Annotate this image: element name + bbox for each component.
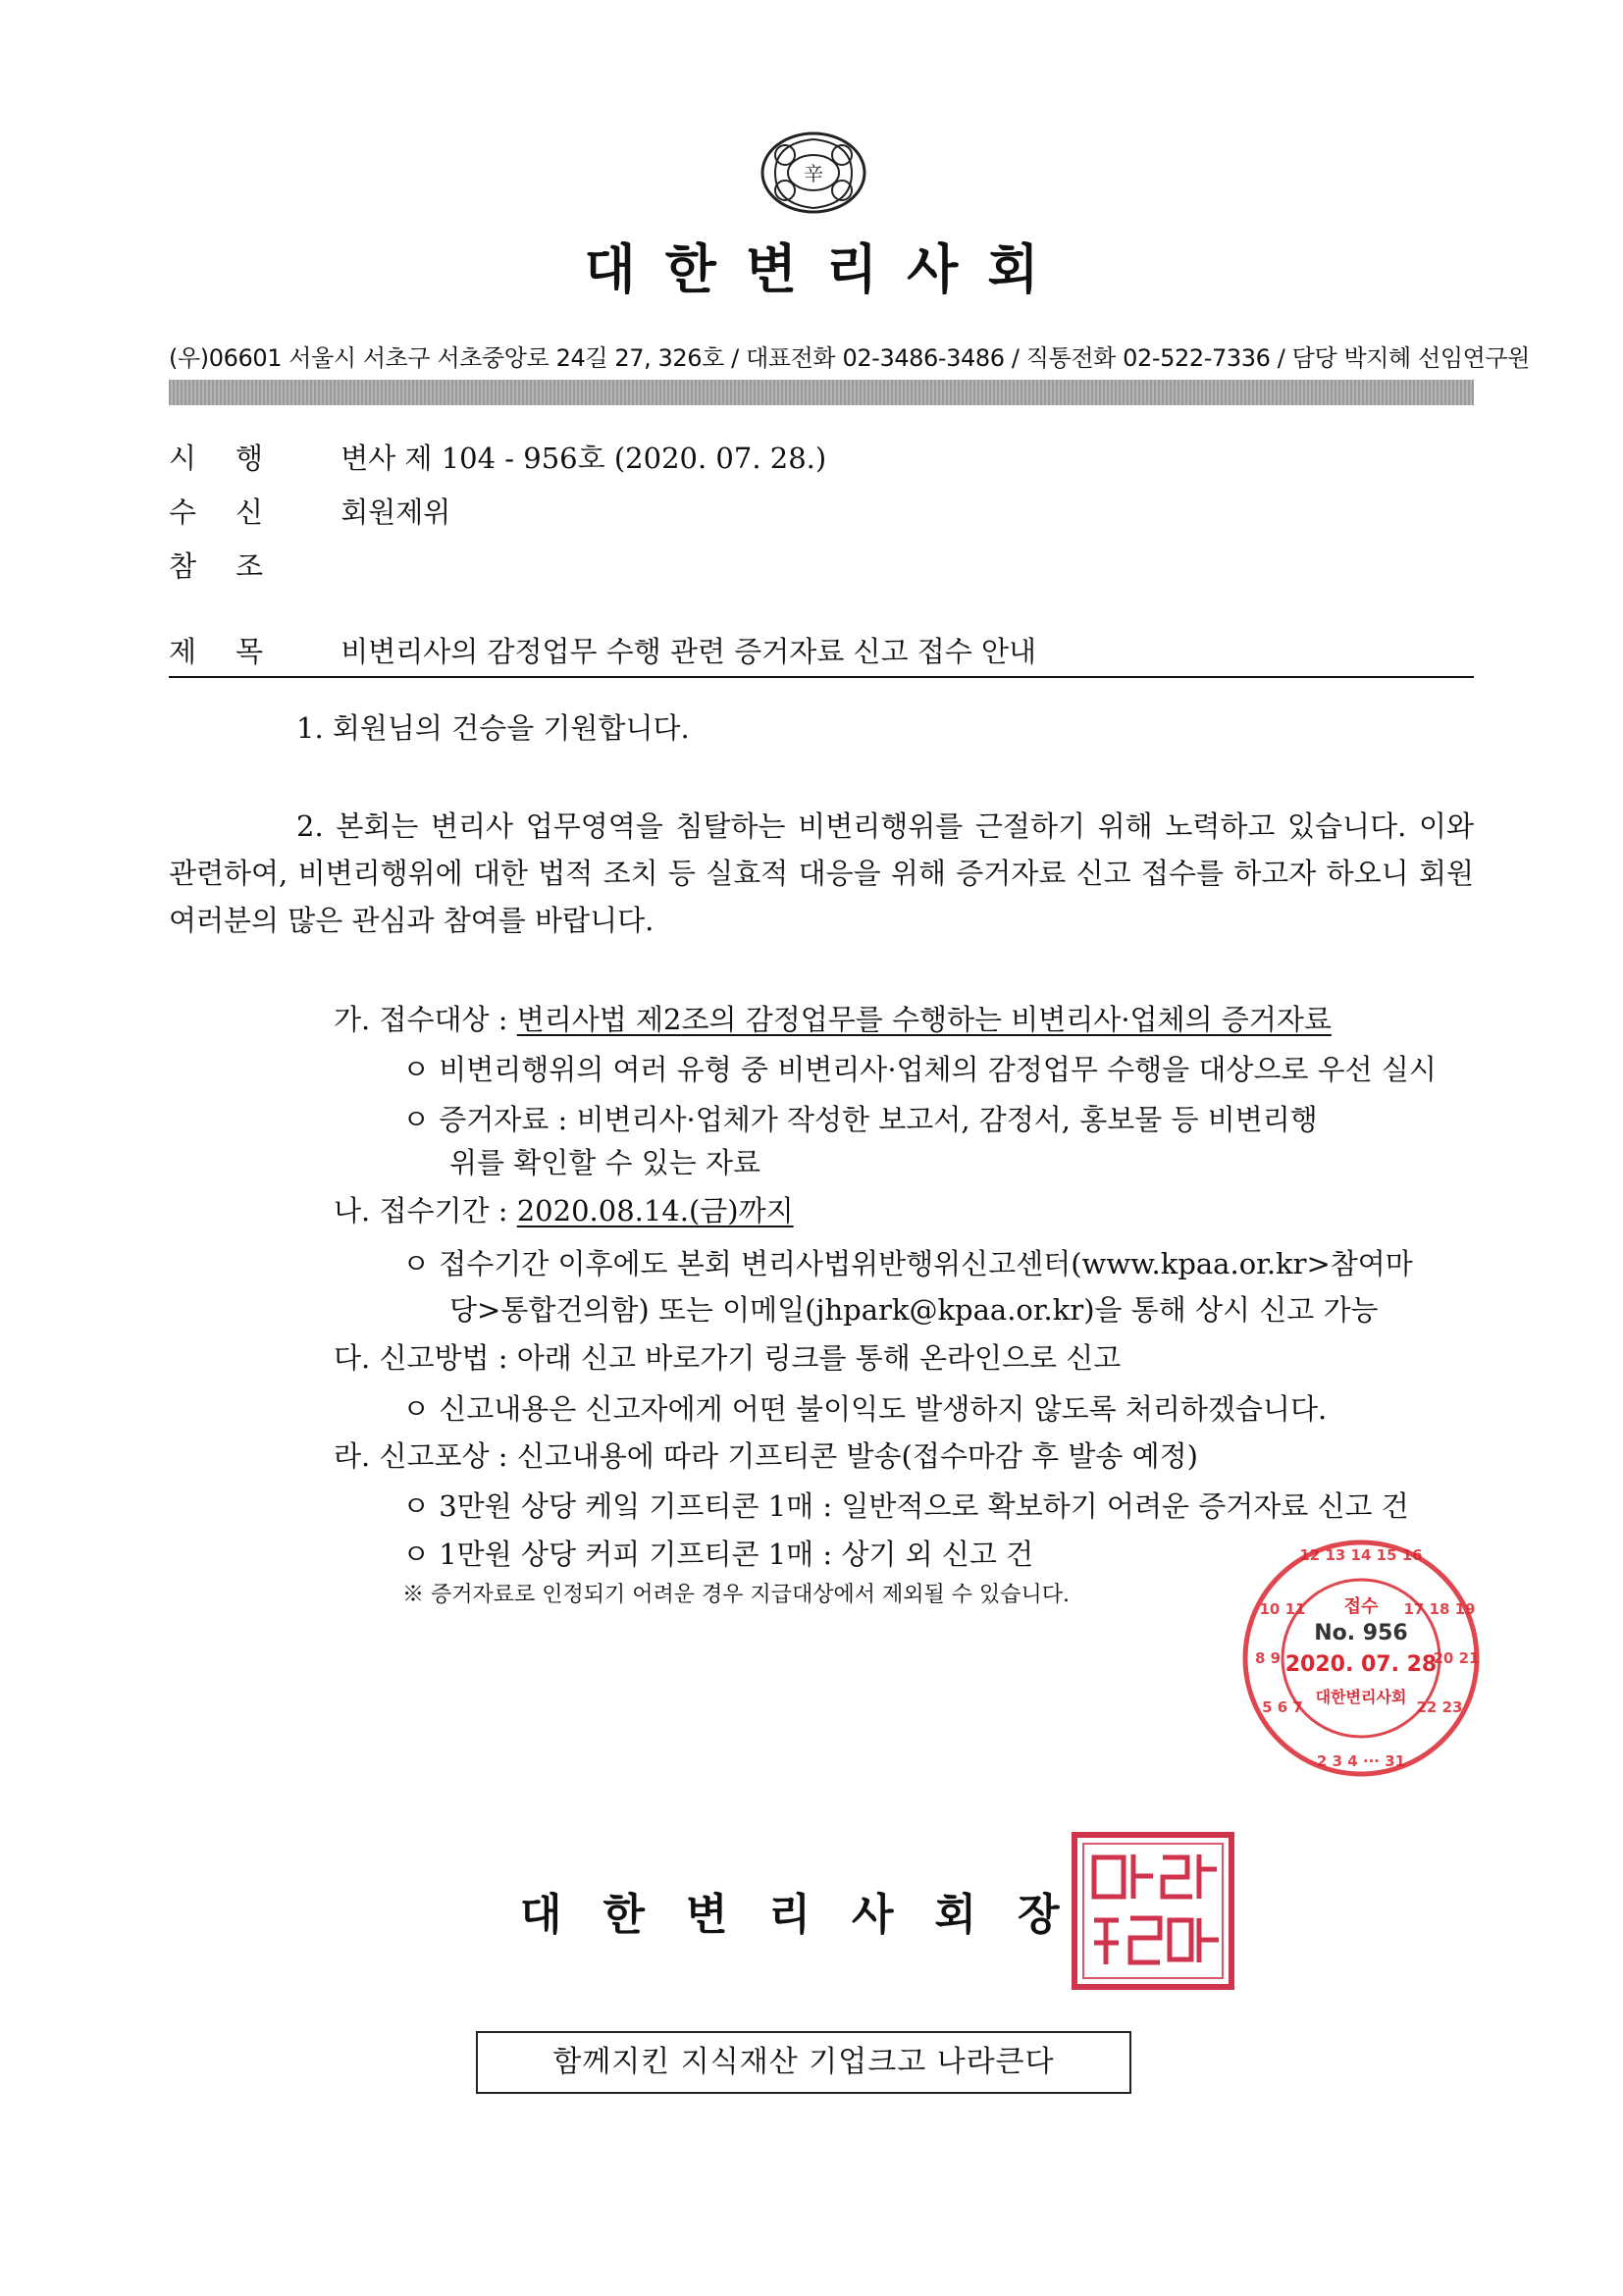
doc-number-value: 변사 제 104 - 956호 (2020. 07. 28.) (340, 442, 827, 475)
subject-underline (169, 676, 1474, 678)
doc-number-row (169, 437, 826, 477)
subject-value: 비변리사의 감정업무 수행 관련 증거자료 신고 접수 안내 (340, 635, 1037, 668)
svg-text:12 13 14 15 16: 12 13 14 15 16 (1299, 1546, 1423, 1564)
reference-label: 참조 (169, 549, 303, 583)
receipt-stamp-label: 접수 (1343, 1596, 1379, 1617)
item-a-label: 가. 접수대상 : (334, 1003, 517, 1036)
reference-row (169, 545, 332, 585)
receipt-stamp-number: No. 956 (1314, 1621, 1408, 1645)
association-emblem (756, 126, 871, 220)
address-line: (우)06601 서울시 서초구 서초중앙로 24길 27, 326호 / 대표전화 02-3486-3486 / 직통전화 02-522-7336 / 담당 박지혜 선임연구원 (169, 344, 1530, 372)
official-seal (1070, 1830, 1236, 1992)
emblem-glyph: 辛 (804, 162, 823, 185)
svg-text:22 23: 22 23 (1416, 1698, 1463, 1716)
svg-text:10 11: 10 11 (1259, 1600, 1306, 1618)
svg-text:20 21: 20 21 (1433, 1649, 1480, 1667)
receipt-stamp-date: 2020. 07. 28 (1284, 1652, 1438, 1677)
receipt-stamp-org: 대한변리사회 (1315, 1688, 1407, 1706)
recipient-row (169, 491, 450, 531)
org-title: 대한변리사회 (584, 238, 1069, 300)
item-d-sub2: ㅇ 1만원 상당 커피 기프티콘 1매 : 상기 외 신고 건 (402, 1538, 1034, 1571)
recipient-label: 수신 (169, 496, 303, 529)
item-a-sub1: ㅇ 비변리행위의 여러 유형 중 비변리사·업체의 감정업무 수행을 대상으로 우선 실시 (402, 1053, 1437, 1086)
paragraph-1 (169, 704, 1474, 752)
subject-row (169, 630, 1036, 670)
item-c-heading: 다. 신고방법 : 아래 신고 바로가기 링크를 통해 온라인으로 신고 (334, 1341, 1122, 1375)
item-b-label: 나. 접수기간 : (334, 1194, 517, 1227)
receipt-stamp (1238, 1536, 1484, 1781)
item-a-heading (334, 998, 1332, 1038)
paragraph-2-text: 2. 본회는 변리사 업무영역을 침탈하는 비변리행위를 근절하기 위해 노력하고 있습니다. 이와 관련하여, 비변리행위에 대한 법적 조치 등 실효적 대응을 위해 증거자료 신고 접수를 하고자 하오니 회원 여러분의 많은 관심과 참여를 바랍니다. (169, 809, 1474, 937)
item-b-heading (334, 1189, 794, 1229)
item-d-heading: 라. 신고포상 : 신고내용에 따라 기프티콘 발송(접수마감 후 발송 예정) (334, 1439, 1198, 1473)
paragraph-1-text: 1. 회원님의 건승을 기원합니다. (296, 711, 690, 745)
svg-text:17 18 19: 17 18 19 (1403, 1600, 1476, 1618)
svg-text:2 3 4 ··· 31: 2 3 4 ··· 31 (1316, 1752, 1406, 1770)
footnote: ※ 증거자료로 인정되기 어려운 경우 지급대상에서 제외될 수 있습니다. (402, 1583, 1070, 1607)
slogan-text: 함께지킨 지식재산 기업크고 나라큰다 (552, 2045, 1055, 2079)
item-b-sub1-line2: 당>통합건의함) 또는 이메일(jhpark@kpaa.or.kr)을 통해 상시 신고 가능 (449, 1293, 1379, 1327)
item-d-sub1: ㅇ 3만원 상당 케잌 기프티콘 1매 : 일반적으로 확보하기 어려운 증거자료 신고 건 (402, 1489, 1409, 1523)
header-divider (169, 380, 1474, 405)
svg-text:5 6 7: 5 6 7 (1262, 1698, 1303, 1716)
signature: 대한변리사회장 (520, 1890, 1101, 1940)
svg-text:8 9: 8 9 (1254, 1649, 1282, 1667)
item-b-value: 2020.08.14.(금)까지 (516, 1194, 794, 1227)
doc-number-label: 시행 (169, 442, 303, 475)
item-b-sub1-line1: ㅇ 접수기간 이후에도 본회 변리사법위반행위신고센터(www.kpaa.or.kr>참여마 (402, 1247, 1413, 1280)
item-a-sub2-line2: 위를 확인할 수 있는 자료 (449, 1146, 761, 1179)
item-a-value: 변리사법 제2조의 감정업무를 수행하는 비변리사·업체의 증거자료 (516, 1003, 1332, 1036)
item-c-sub1: ㅇ 신고내용은 신고자에게 어떤 불이익도 발생하지 않도록 처리하겠습니다. (402, 1392, 1328, 1426)
paragraph-2 (169, 803, 1474, 944)
item-a-sub2-line1: ㅇ 증거자료 : 비변리사·업체가 작성한 보고서, 감정서, 홍보물 등 비변리행 (402, 1103, 1318, 1136)
recipient-value: 회원제위 (340, 496, 451, 529)
slogan-box (476, 2031, 1131, 2094)
subject-label: 제목 (169, 635, 303, 668)
